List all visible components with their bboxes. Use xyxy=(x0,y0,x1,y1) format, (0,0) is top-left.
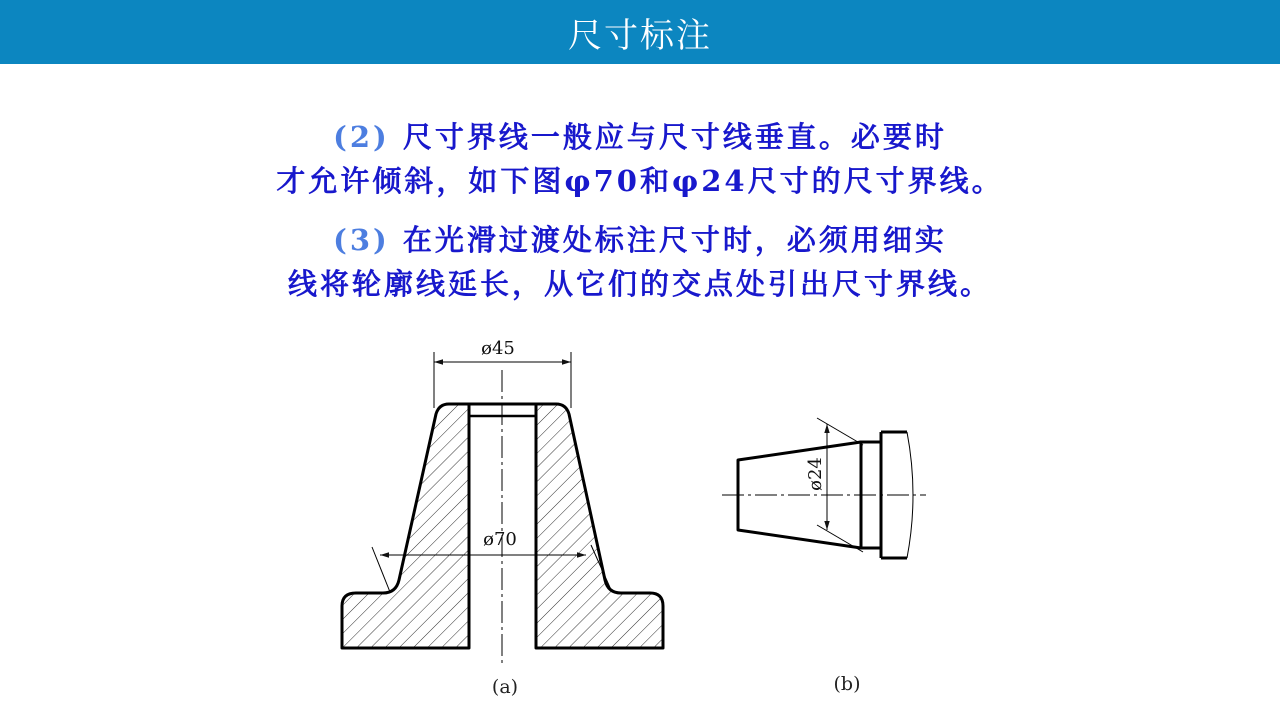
slide-title: 尺寸标注 xyxy=(568,15,712,56)
paragraph-3-text-1: 在光滑过渡处标注尺寸时，必须用细实 xyxy=(402,223,947,257)
caption-a: (a) xyxy=(491,676,519,698)
paragraph-2-number: (2) xyxy=(333,120,390,154)
dim-label-70: ø70 xyxy=(483,529,517,550)
paragraph-2-text-2: 才允许倾斜，如下图φ70和φ24尺寸的尺寸界线。 xyxy=(276,164,1004,198)
figure-a xyxy=(342,338,663,698)
slanted-extension-top xyxy=(817,418,863,445)
paragraph-2-text-1: 尺寸界线一般应与尺寸线垂直。必要时 xyxy=(402,120,947,154)
slanted-extension-bottom xyxy=(817,525,863,552)
paragraph-3-text-2: 线将轮廓线延长，从它们的交点处引出尺寸界线。 xyxy=(287,267,992,301)
figure-b xyxy=(722,418,926,695)
caption-b: (b) xyxy=(833,673,861,695)
paragraph-3-number: (3) xyxy=(333,223,390,257)
dim-label-24: ø24 xyxy=(805,457,826,491)
dim-label-45: ø45 xyxy=(481,338,515,359)
part-a-right-section xyxy=(536,404,663,648)
part-a-left-section xyxy=(342,404,469,648)
slanted-extension-left xyxy=(372,547,390,592)
